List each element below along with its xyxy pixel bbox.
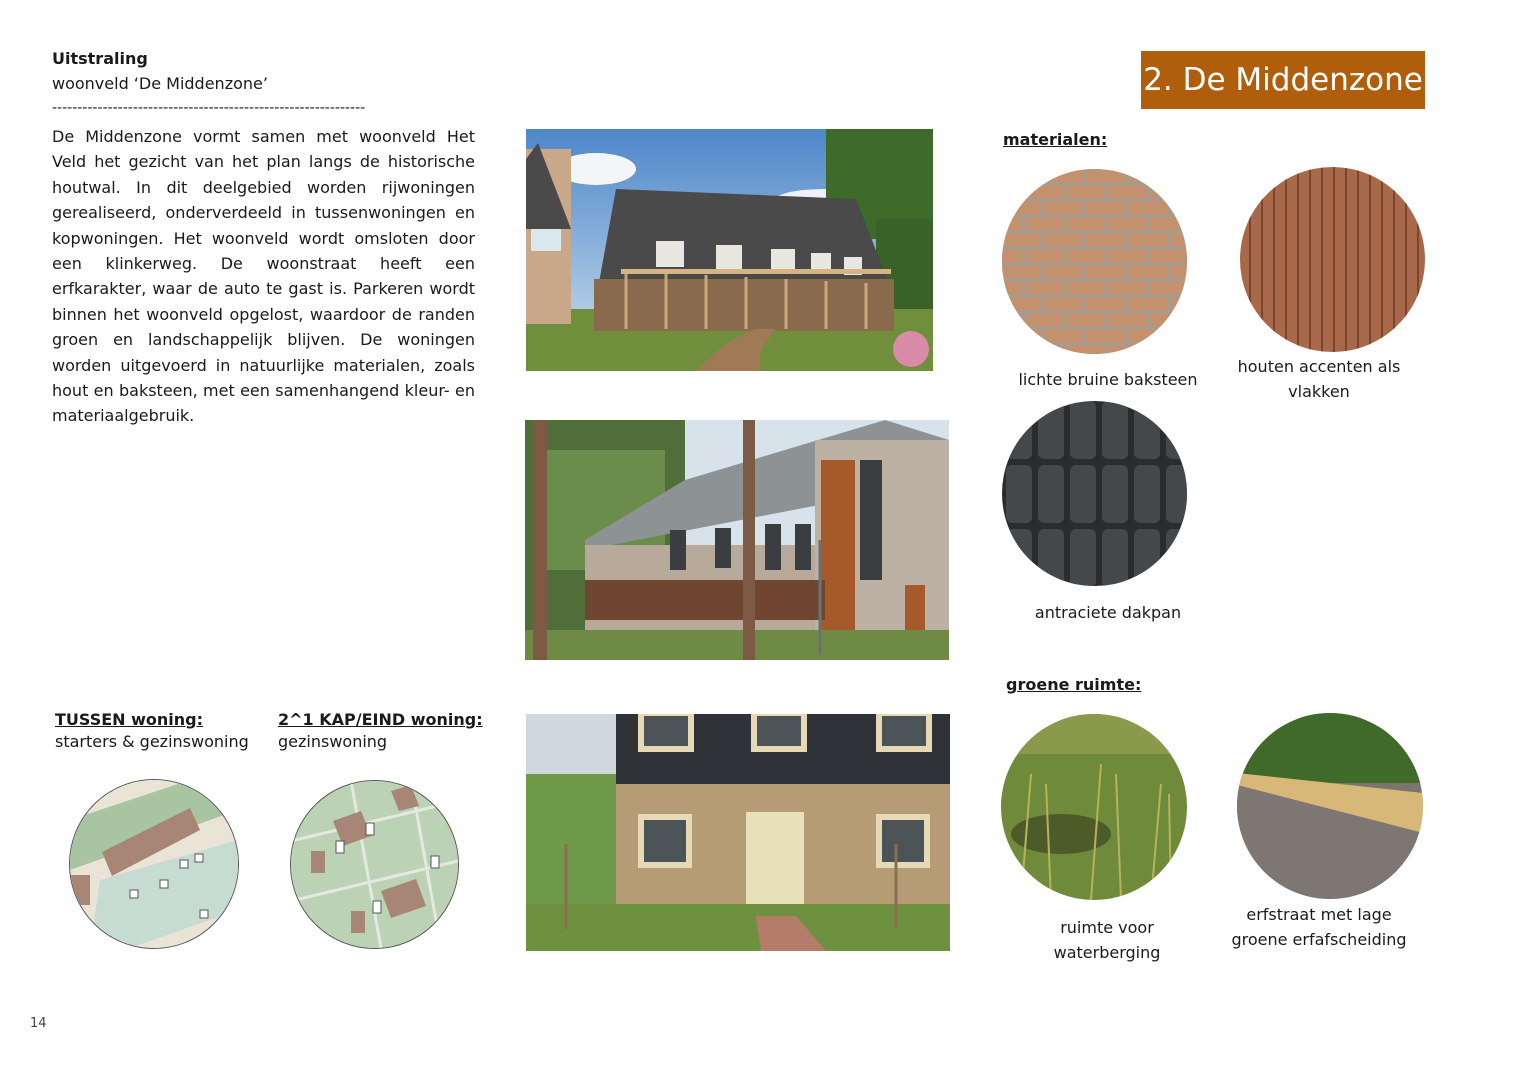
intro-paragraph: De Middenzone vormt samen met woonveld Het Veld het gezicht van het plan langs de historische houtwal. In dit deelgebied worden rijwoningen gerealiseerd, onderverdeeld in tussenwoningen en kopwoningen. Het woonveld wordt omsloten door een klinkerweg. De woonstraat heeft een erfkarakter, waar de auto te gast is. Parkeren wordt binnen het woonveld opgelost, waardoor de randen groen en landschappelijk blijven. De woningen worden uitgevoerd in natuurlijke materialen, zoals hout en baksteen, met een samenhangend kleur- en materiaalgebruik. (52, 127, 475, 426)
wood-swatch (1240, 167, 1425, 352)
housing-type-description: starters & gezinswoning (55, 732, 249, 751)
heading: Uitstraling (52, 49, 148, 68)
section-title-box (1141, 51, 1425, 109)
yard-street-caption: erfstraat met lage groene erfafscheiding (1231, 905, 1407, 949)
housing-type-semi-detached (278, 710, 483, 751)
photo-brick-facade (526, 714, 950, 951)
wood-caption: houten accenten als vlakken (1237, 357, 1401, 401)
housing-type-label: 2^1 KAP/EIND woning: (278, 710, 483, 729)
page-number: 14 (30, 1016, 47, 1031)
photo-rowhouses-built (525, 420, 949, 660)
water-storage-swatch (1001, 714, 1187, 900)
section-title: 2. De Middenzone (1143, 62, 1423, 98)
terraced-site-plan (69, 779, 239, 949)
housing-type-description: gezinswoning (278, 732, 388, 751)
materials-label: materialen: (1003, 130, 1108, 149)
rooftile-swatch (1002, 401, 1187, 586)
subheading: woonveld ‘De Middenzone’ (52, 74, 268, 93)
rooftile-caption: antraciete dakpan (1034, 603, 1182, 622)
semi-detached-site-plan (290, 780, 459, 949)
green-space-label: groene ruimte: (1006, 675, 1142, 694)
yard-street-swatch (1237, 713, 1423, 899)
housing-type-terraced (55, 710, 249, 751)
water-storage-caption: ruimte voor waterberging (1053, 918, 1161, 962)
brick-caption: lichte bruine baksteen (1018, 370, 1198, 389)
photo-rowhouses-render (526, 129, 933, 371)
divider: -------------------------------------------------------------- (52, 100, 366, 116)
housing-type-label: TUSSEN woning: (55, 710, 204, 729)
brick-swatch (1002, 169, 1187, 354)
